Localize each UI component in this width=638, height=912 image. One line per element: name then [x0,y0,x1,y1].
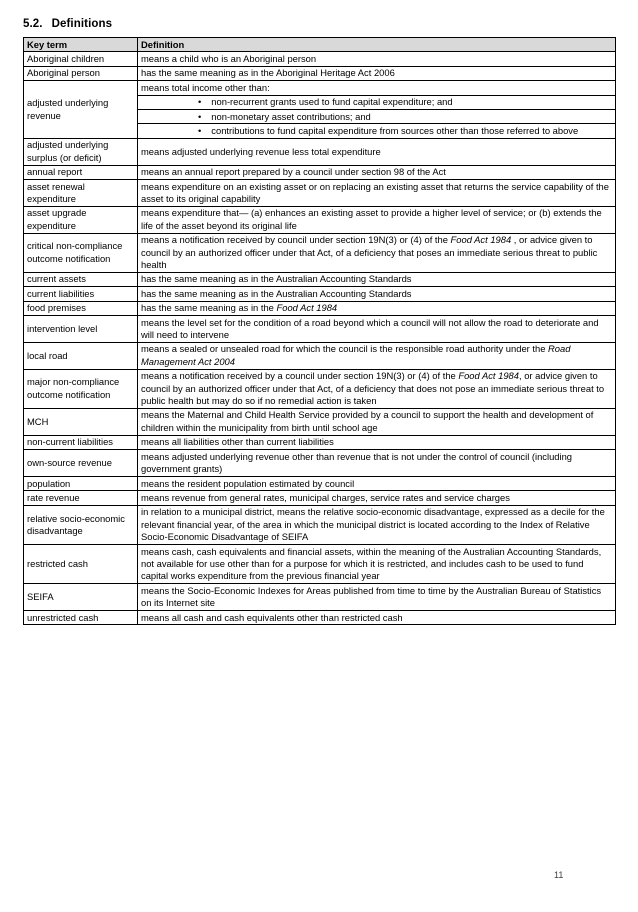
definition-text [138,145,615,158]
definition-text [138,611,615,624]
text-segment: has the same meaning as in the Aboriginal Heritage Act 2006 [141,67,395,79]
key-term-cell: current assets [24,272,138,286]
column-header-definition: Definition [138,38,616,52]
bullet-icon: • [198,96,202,108]
definition-text [138,506,615,544]
key-term-cell: food premises [24,301,138,315]
key-term-cell: current liabilities [24,287,138,301]
bullet-text [201,125,578,136]
text-segment: means expenditure that— (a) enhances an existing asset to provide a higher level of service; or (b) extends the life of the asset beyond its original life [141,207,602,231]
definition-text [138,273,615,286]
text-segment: contributions to fund capital expenditure from sources other than those referred to above [211,124,579,136]
table-row [24,180,616,207]
table-row [24,52,616,66]
table-row [24,611,616,625]
table-row [24,287,616,301]
definition-text [138,370,615,408]
key-term-cell: asset renewal expenditure [24,180,138,207]
text-segment: non-recurrent grants used to fund capital expenditure; and [211,96,453,108]
definition-cell [138,66,616,80]
definition-text [138,584,615,610]
definition-text [138,287,615,300]
page-number: 11 [554,870,564,880]
text-segment: means a notification received by a council under section 19N(3) or (4) of the [141,370,459,382]
section-number: 5.2. [23,18,43,30]
table-row [24,206,616,233]
definition-text [138,180,615,206]
key-term-cell: intervention level [24,316,138,343]
definitions-table [23,37,616,625]
text-segment: means revenue from general rates, municipal charges, service rates and service charges [141,491,510,503]
key-term-cell: population [24,477,138,491]
definition-cell [138,272,616,286]
column-header-key-term: Key term [24,38,138,52]
definition-cell [138,450,616,477]
key-term-cell: critical non-compliance outcome notification [24,233,138,272]
text-segment: has the same meaning as in the Australian Accounting Standards [141,273,412,285]
definition-cell [138,369,616,408]
definition-text [138,234,615,272]
definition-cell [138,287,616,301]
text-segment: has the same meaning as in the [141,302,277,314]
table-row [24,584,616,611]
table-row [24,342,616,369]
text-segment: means total income other than: [141,81,270,93]
text-segment: means the resident population estimated by council [141,477,355,489]
text-segment: means the level set for the condition of a road beyond which a council will not allow the road to deteriorate and will need to intervene [141,316,599,341]
text-segment: means a sealed or unsealed road for which the council is the responsible road authority under the [141,343,549,355]
table-header-row [24,38,616,52]
definition-cell [138,477,616,491]
table-row [24,491,616,505]
definition-cell [138,584,616,611]
definition-text [138,450,615,476]
key-term-cell: Aboriginal children [24,52,138,66]
key-term-cell: relative socio-economic disadvantage [24,505,138,544]
text-segment: means expenditure on an existing asset or on replacing an existing asset that returns the service capability of the asset to its original capability [141,180,609,204]
definition-cell [138,435,616,449]
definition-text [138,81,615,94]
italic-text: Food Act 1984 [458,370,519,382]
key-term-cell: own-source revenue [24,450,138,477]
key-term-cell: adjusted underlying surplus (or deficit) [24,138,138,165]
text-segment: means the Maternal and Child Health Service provided by a council to support the health and development of children within the municipality from birth until school age [141,409,594,433]
key-term-cell: annual report [24,165,138,179]
italic-text: Food Act 1984 [450,234,512,246]
definition-text [138,491,615,504]
bullet-icon: • [198,124,202,136]
definition-cell [138,408,616,435]
table-row [24,316,616,343]
text-segment: means an annual report prepared by a council under section 98 of the Act [141,166,446,178]
definition-cell [138,180,616,207]
key-term-cell: local road [24,342,138,369]
text-segment: in relation to a municipal district, means the relative socio-economic disadvantage, expressed as a decile for the relevant financial year, of the area in which the municipal district is located according to the Index of Relative Socio-Economic Disadvantage of SEIFA [141,506,605,543]
definition-text [138,343,615,369]
bullet-icon: • [198,110,202,122]
key-term-cell: major non-compliance outcome notification [24,369,138,408]
definition-text [138,207,615,233]
table-row [24,369,616,408]
table-row [24,165,616,179]
key-term-cell: asset upgrade expenditure [24,206,138,233]
key-term-cell: non-current liabilities [24,435,138,449]
key-term-cell: rate revenue [24,491,138,505]
table-row [24,66,616,80]
italic-text: Food Act 1984 [276,302,338,314]
definition-cell [138,316,616,343]
table-row [24,233,616,272]
text-segment: means all liabilities other than current liabilities [141,436,334,448]
key-term-cell: restricted cash [24,545,138,584]
italic-text: Road Management Act 2004 [141,343,571,367]
table-row [24,505,616,544]
definition-cell [138,52,616,66]
table-row [24,138,616,165]
definition-cell [138,301,616,315]
definition-text [138,477,615,490]
definition-bullet-item [138,109,615,123]
definition-text [138,52,615,65]
text-segment: , or advice given to council by an authorized officer under that Act, of a deficiency that does not pose an immediate serious threat to public health but may do so if no remedial action is taken [141,370,605,407]
table-row [24,81,616,139]
definition-text [138,302,615,315]
definition-text [138,67,615,80]
key-term-cell: unrestricted cash [24,611,138,625]
section-title: Definitions [51,18,113,30]
definition-cell [138,206,616,233]
text-segment: means the Socio-Economic Indexes for Areas published from time to time by the Australian Bureau of Statistics on its Internet site [141,584,602,609]
definitions-table-body [24,52,616,625]
key-term-cell: Aboriginal person [24,66,138,80]
table-row [24,272,616,286]
table-row [24,435,616,449]
definition-cell [138,138,616,165]
table-row [24,450,616,477]
text-segment: means adjusted underlying revenue less total expenditure [141,145,381,157]
text-segment: , or advice given to council by an authorized officer under that Act, of a deficiency that poses an immediate serious threat to public health [141,234,598,270]
definition-cell [138,165,616,179]
definition-bullet-item [138,95,615,109]
definition-cell [138,505,616,544]
bullet-text [201,96,452,107]
table-row [24,477,616,491]
table-row [24,408,616,435]
table-row [24,545,616,584]
definition-cell [138,81,616,139]
text-segment: means a notification received by council under section 19N(3) or (4) of the [141,234,451,246]
section-heading [23,18,112,30]
table-row [24,301,616,315]
definition-text [138,436,615,449]
definition-text [138,166,615,179]
text-segment: non-monetary asset contributions; and [211,110,371,122]
text-segment: means adjusted underlying revenue other than revenue that is not under the control of council (including government grants) [141,450,573,475]
definition-text [138,409,615,435]
key-term-cell: MCH [24,408,138,435]
bullet-text [201,111,370,122]
definition-text [138,545,615,583]
definition-cell [138,611,616,625]
definition-cell [138,491,616,505]
definition-cell [138,233,616,272]
text-segment: has the same meaning as in the Australian Accounting Standards [141,287,412,299]
text-segment: means a child who is an Aboriginal person [141,52,317,64]
text-segment: means cash, cash equivalents and financial assets, within the meaning of the Australian Accounting Standards, not available for use other than for a purpose for which it is restricted, and includes cash to be used to fund capital works expenditure from the previous financial year [141,545,602,582]
definition-cell [138,342,616,369]
key-term-cell: SEIFA [24,584,138,611]
definition-cell [138,545,616,584]
definition-bullet-item [138,123,615,137]
text-segment: means all cash and cash equivalents other than restricted cash [141,611,403,623]
key-term-cell: adjusted underlying revenue [24,81,138,139]
definition-text [138,316,615,342]
